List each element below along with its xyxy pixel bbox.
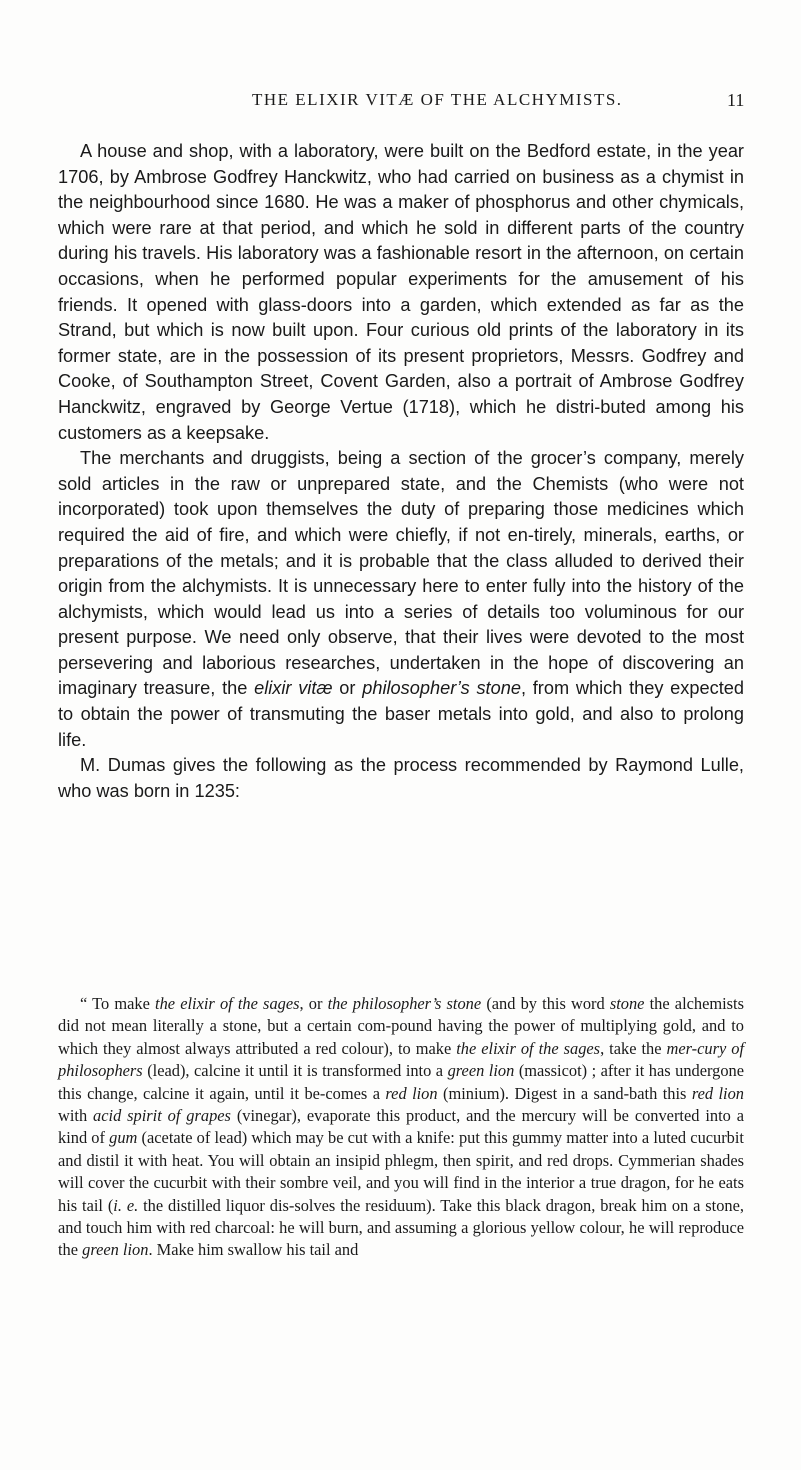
text-segment: , from which they expected to obtain the power of transmuting the baser metals into gold, and also to prolong life. [58,678,744,750]
text-segment: (vinegar), evaporate this product, and the mercury will be converted into a kind of [58,1106,744,1148]
text-segment: M. Dumas gives the following as the process recommended by Raymond Lulle, who was born in 1235: [58,755,744,801]
body-text [58,139,744,804]
running-title: THE ELIXIR VITÆ OF THE ALCHYMISTS. [252,90,623,109]
italic-term: red lion [385,1083,438,1103]
text-segment: or [332,678,363,699]
italic-term: gum [109,1128,138,1148]
italic-term: the elixir of the sages [155,994,300,1013]
text-segment: “ To make [80,994,156,1013]
running-head [0,90,801,120]
italic-term: elixir vitæ [254,678,333,699]
text-segment: (lead), calcine it until it is transformed into a [142,1061,448,1081]
text-segment: (acetate of lead) which may be cut with a knife: put this gummy matter into a luted cucurbit and distil it with heat. You will obtain an insipid phlegm, then spirit, and red drops. Cymmerian shades will cover the cucurbit with their sombre veil, and you will find in the interior a true dragon, for he eats his tail ( [58,1128,744,1215]
italic-term: mer-cury of philosophers [58,1038,744,1081]
text-segment: with [58,1106,94,1126]
italic-term: philosopher’s stone [362,678,521,699]
text-segment: , take the [600,1038,667,1058]
text-segment: (and by this word [481,994,610,1013]
italic-term: green lion [82,1240,149,1260]
text-segment: (minium). Digest in a sand-bath this [437,1083,692,1103]
italic-term: green lion [447,1061,515,1081]
paragraph [58,139,744,446]
text-segment: (massicot) ; after it has undergone this change, calcine it again, until it be-comes a [58,1061,745,1103]
italic-term: i. e. [113,1195,139,1215]
italic-term: acid spirit of grapes [93,1106,231,1126]
paragraph [58,446,744,753]
text-segment: the alchemists did not mean literally a stone, but a certain com-pound having the power of multiplying gold, and to which they almost always attributed a red colour), to make [58,994,744,1058]
text-segment: A house and shop, with a laboratory, were built on the Bedford estate, in the year 1706, by Ambrose Godfrey Hanckwitz, who had carried on business as a chymist in the neighbourhood since 1680. He was a maker of phosphorus and other chymicals, which were rare at that period, and which he sold in different parts of the country during his travels. His laboratory was a fashionable resort in the afternoon, on certain occasions, when he performed popular experiments for the amusement of his friends. It opened with glass-doors into a garden, which extended as far as the Strand, but which is now built upon. Four curious old prints of the laboratory in its former state, are in the possession of its present proprietors, Messrs. Godfrey and Cooke, of Southampton Street, Covent Garden, also a portrait of Ambrose Godfrey Hanckwitz, engraved by George Vertue (1718), which he distri-buted among his customers as a keepsake. [58,141,744,443]
text-segment: , or [299,994,328,1013]
block-quote [58,993,744,1262]
text-segment: the distilled liquor dis-solves the residuum). Take this black dragon, break him on a stone, and touch him with red charcoal: he will burn, and assuming a glorious yellow colour, he will reproduce the [58,1195,745,1260]
quote-paragraph [58,993,744,1262]
italic-term: the elixir of the sages [456,1038,601,1058]
paragraph [58,753,744,804]
italic-term: red lion [691,1083,744,1103]
italic-term: the philosopher’s stone [327,994,482,1013]
text-segment: The merchants and druggists, being a section of the grocer’s company, merely sold articles in the raw or unprepared state, and the Chemists (who were not incorporated) took upon themselves the duty of preparing those medicines which required the aid of fire, and which were chiefly, if not en-tirely, minerals, earths, or preparations of the metals; and it is probable that the class alluded to derived their origin from the alchymists. It is unnecessary here to enter fully into the history of the alchymists, which would lead us into a series of details too voluminous for our present purpose. We need only observe, that their lives were devoted to the most persevering and laborious researches, undertaken in the hope of discovering an imaginary treasure, the [58,448,744,699]
text-segment: . Make him swallow his tail and [148,1240,359,1260]
italic-term: stone [609,994,645,1013]
page-number: 11 [727,90,745,110]
